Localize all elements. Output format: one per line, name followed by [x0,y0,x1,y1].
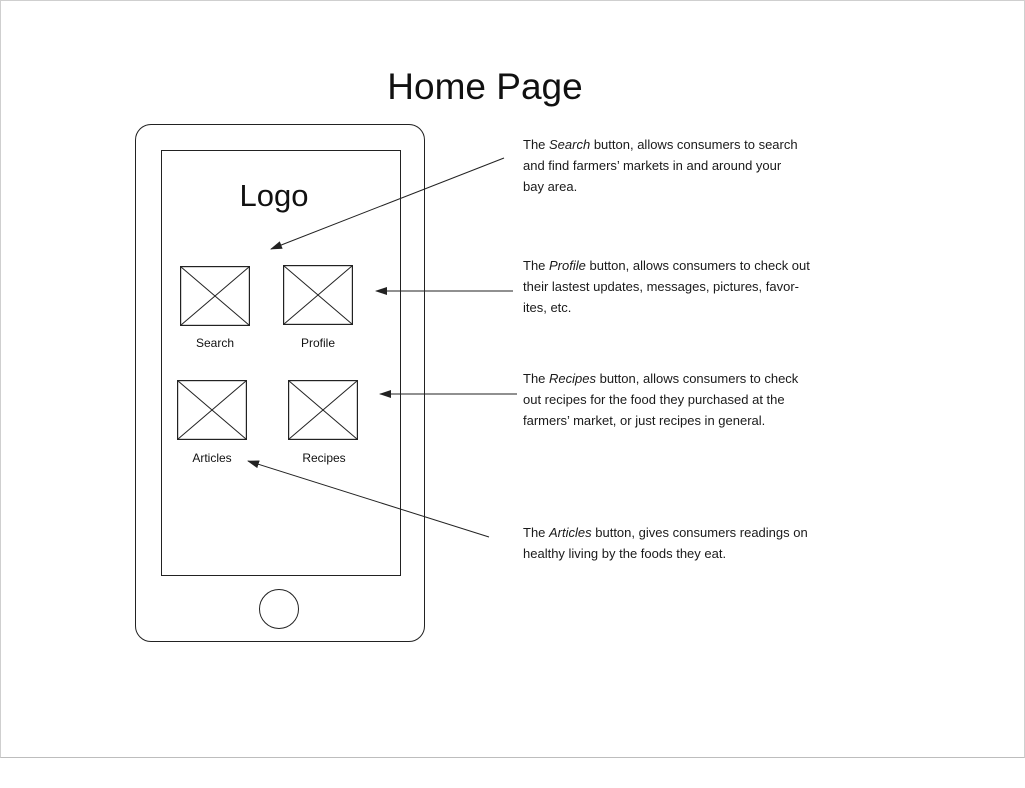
annotation-line: their lastest updates, messages, pictures, favor- [523,279,800,294]
annotation-line: bay area. [523,179,578,194]
search-tile-label: Search [195,336,235,350]
annotation-line [523,522,823,543]
profile-annotation [523,255,823,318]
annotation-line: farmers’ market, or just recipes in general. [523,413,766,428]
articles-arrow [248,461,489,537]
recipes-annotation [523,368,823,431]
annotation-line: healthy living by the foods they eat. [523,546,727,561]
annotation-text: button, allows consumers to search [590,137,798,152]
recipes-tile-label: Recipes [302,451,346,465]
annotation-emphasis: Search [549,137,591,152]
annotation-line [523,134,823,155]
annotation-emphasis: Recipes [549,371,596,386]
annotation-text: button, allows consumers to check [595,371,799,386]
annotation-emphasis: Articles [549,525,592,540]
search-arrow [271,158,504,249]
annotation-text: button, gives consumers readings on [591,525,808,540]
logo-placeholder: Logo [239,178,309,213]
annotation-text: button, allows consumers to check out [585,258,810,273]
annotation-line [523,368,823,389]
annotation-prefix: The [523,258,550,273]
annotation-line: out recipes for the food they purchased at the [523,392,785,407]
annotation-line: and find farmers’ markets in and around your [523,158,782,173]
articles-tile-label: Articles [192,451,232,465]
profile-tile-label: Profile [300,336,335,350]
articles-annotation [523,522,823,564]
page-title: Home Page [387,66,583,107]
annotation-prefix: The [523,137,550,152]
annotation-prefix: The [523,371,550,386]
search-annotation [523,134,823,197]
annotation-emphasis: Profile [549,258,586,273]
annotation-line: ites, etc. [523,300,572,315]
annotation-line [523,255,823,276]
annotation-prefix: The [523,525,550,540]
